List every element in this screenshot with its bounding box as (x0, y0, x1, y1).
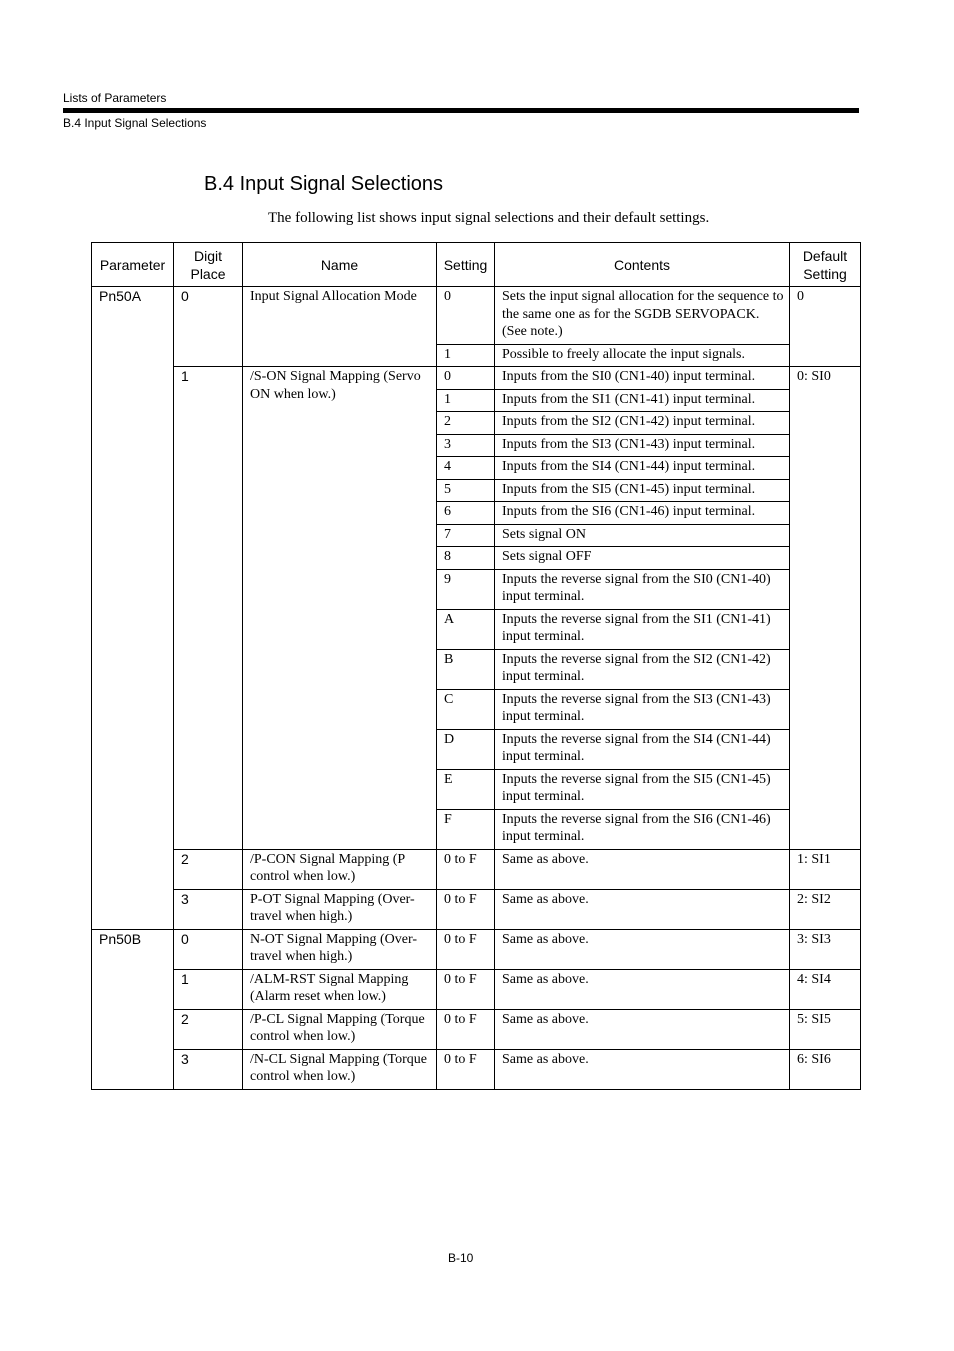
contents-cell (495, 769, 790, 809)
setting-cell (437, 457, 495, 480)
name-cell-text: P-OT Signal Mapping (Over-travel when high.) (250, 891, 415, 924)
contents-cell-text: Inputs from the SI3 (CN1-43) input terminal. (502, 436, 756, 452)
header-digit-line2: Place (190, 265, 226, 282)
default-cell-text: 0: SI0 (797, 369, 831, 384)
setting-cell-text: 1 (444, 346, 451, 362)
contents-cell-text: Inputs the reverse signal from the SI2 (CN1-42) input terminal. (502, 651, 771, 684)
header-default-setting (790, 243, 861, 287)
contents-cell (495, 344, 790, 367)
table-row (92, 287, 861, 345)
header-digit-place (174, 243, 243, 287)
contents-cell-text: Inputs the reverse signal from the SI5 (CN1-45) input terminal. (502, 771, 771, 804)
contents-cell-text: Inputs the reverse signal from the SI6 (CN1-46) input terminal. (502, 811, 771, 844)
contents-cell-text: Possible to freely allocate the input signals. (502, 346, 746, 362)
default-cell-text: 3: SI3 (797, 931, 831, 947)
default-cell (790, 1049, 861, 1089)
setting-cell-text: C (444, 691, 454, 707)
name-cell (243, 929, 437, 969)
setting-cell (437, 367, 495, 390)
page-number: B-10 (448, 1251, 474, 1265)
header-default-line1: Default (802, 247, 848, 264)
digit-cell (174, 969, 243, 1009)
digit-cell-text: 0 (181, 288, 189, 304)
parameter-cell-text: Pn50A (99, 288, 142, 304)
header-rule (63, 108, 859, 113)
default-cell (790, 889, 861, 929)
digit-cell-text: 2 (181, 850, 189, 867)
name-cell-text: /N-CL Signal Mapping (Torque control when low.) (250, 1051, 427, 1084)
table-row (92, 969, 861, 1009)
setting-cell-text: 7 (444, 526, 451, 542)
default-cell-text: 1: SI1 (797, 851, 831, 867)
contents-cell (495, 929, 790, 969)
setting-cell (437, 502, 495, 525)
contents-cell (495, 389, 790, 412)
setting-cell (437, 969, 495, 1009)
parameter-cell (92, 287, 174, 930)
contents-cell (495, 1009, 790, 1049)
contents-cell-text: Same as above. (502, 1051, 589, 1067)
contents-cell-text: Same as above. (502, 851, 589, 867)
setting-cell-text: 9 (444, 571, 451, 587)
default-cell-text: 5: SI5 (797, 1011, 831, 1027)
setting-cell (437, 689, 495, 729)
setting-cell-text: E (444, 771, 453, 787)
name-cell (243, 367, 437, 850)
contents-cell-text: Same as above. (502, 891, 589, 907)
contents-cell-text: Inputs the reverse signal from the SI0 (CN1-40) input terminal. (502, 571, 771, 604)
setting-cell (437, 609, 495, 649)
contents-cell (495, 649, 790, 689)
setting-cell-text: 4 (444, 459, 451, 474)
setting-cell (437, 1009, 495, 1049)
contents-cell (495, 524, 790, 547)
running-header-section: B.4 Input Signal Selections (63, 116, 207, 130)
default-cell-text: 0 (797, 289, 804, 304)
contents-cell-text: Inputs from the SI6 (CN1-46) input terminal. (502, 504, 756, 519)
setting-cell-text: 5 (444, 481, 451, 497)
contents-cell (495, 479, 790, 502)
contents-cell (495, 287, 790, 345)
setting-cell-text: 0 to F (444, 851, 477, 867)
setting-cell (437, 729, 495, 769)
parameter-cell (92, 929, 174, 1089)
contents-cell (495, 1049, 790, 1089)
header-setting: Setting (437, 243, 495, 287)
setting-cell-text: 0 (444, 289, 451, 304)
setting-cell-text: 2 (444, 414, 451, 429)
setting-cell-text: 0 (444, 369, 451, 384)
digit-cell (174, 889, 243, 929)
setting-cell (437, 344, 495, 367)
table-row (92, 889, 861, 929)
setting-cell-text: 1 (444, 391, 451, 407)
header-default-line2: Setting (803, 265, 847, 282)
setting-cell (437, 389, 495, 412)
name-cell (243, 1049, 437, 1089)
default-cell-text: 6: SI6 (797, 1051, 831, 1067)
table-row (92, 1049, 861, 1089)
setting-cell (437, 287, 495, 345)
digit-cell (174, 367, 243, 850)
setting-cell (437, 434, 495, 457)
digit-cell-text: 1 (181, 368, 189, 384)
table-row (92, 367, 861, 390)
setting-cell-text: F (444, 811, 452, 827)
table-row (92, 849, 861, 889)
page-title: B.4 Input Signal Selections (204, 173, 444, 195)
setting-cell (437, 412, 495, 435)
name-cell (243, 889, 437, 929)
setting-cell (437, 809, 495, 849)
setting-cell-text: 0 to F (444, 931, 477, 947)
contents-cell (495, 434, 790, 457)
contents-cell-text: Sets signal ON (502, 526, 586, 542)
contents-cell-text: Inputs the reverse signal from the SI3 (CN1-43) input terminal. (502, 691, 771, 724)
name-cell (243, 287, 437, 367)
contents-cell-text: Inputs from the SI0 (CN1-40) input terminal. (502, 369, 756, 384)
name-cell (243, 849, 437, 889)
contents-cell-text: Inputs from the SI1 (CN1-41) input terminal. (502, 391, 756, 407)
digit-cell-text: 0 (181, 930, 189, 947)
parameter-cell-text: Pn50B (99, 930, 142, 947)
contents-cell-text: Inputs from the SI4 (CN1-44) input terminal. (502, 459, 756, 474)
contents-cell (495, 502, 790, 525)
contents-cell-text: Inputs from the SI5 (CN1-45) input terminal. (502, 481, 756, 497)
contents-cell (495, 367, 790, 390)
default-cell (790, 849, 861, 889)
digit-cell-text: 1 (181, 970, 189, 987)
contents-cell (495, 689, 790, 729)
setting-cell-text: 6 (444, 504, 451, 519)
digit-cell (174, 1009, 243, 1049)
name-cell-text: Input Signal Allocation Mode (250, 289, 417, 304)
contents-cell-text: Sets signal OFF (502, 549, 592, 564)
setting-cell-text: D (444, 731, 455, 747)
contents-cell (495, 729, 790, 769)
intro-text: The following list shows input signal selections and their default settings. (268, 210, 710, 226)
table-row (92, 1009, 861, 1049)
name-cell (243, 969, 437, 1009)
header-contents: Contents (495, 243, 790, 287)
default-cell (790, 969, 861, 1009)
table-header-row (92, 243, 861, 287)
default-cell (790, 1009, 861, 1049)
default-cell (790, 287, 861, 367)
digit-cell (174, 849, 243, 889)
setting-cell-text: 0 to F (444, 1051, 477, 1067)
contents-cell (495, 547, 790, 570)
digit-cell (174, 1049, 243, 1089)
contents-cell-text: Same as above. (502, 971, 589, 987)
contents-cell-text: Inputs the reverse signal from the SI1 (CN1-41) input terminal. (502, 611, 771, 644)
setting-cell-text: 8 (444, 549, 451, 564)
contents-cell-text: Sets the input signal allocation for the sequence to the same one as for the SGDB SERVOPACK. (See note.) (502, 289, 784, 339)
setting-cell (437, 769, 495, 809)
name-cell (243, 1009, 437, 1049)
setting-cell-text: A (444, 611, 455, 627)
setting-cell-text: 0 to F (444, 891, 477, 907)
setting-cell (437, 849, 495, 889)
default-cell (790, 367, 861, 850)
input-signal-table (91, 242, 861, 1090)
digit-cell-text: 3 (181, 1050, 189, 1067)
default-cell (790, 929, 861, 969)
setting-cell (437, 1049, 495, 1089)
digit-cell-text: 3 (181, 890, 189, 907)
contents-cell-text: Inputs from the SI2 (CN1-42) input terminal. (502, 414, 756, 429)
header-parameter: Parameter (92, 243, 174, 287)
setting-cell (437, 889, 495, 929)
setting-cell-text: 0 to F (444, 971, 477, 987)
contents-cell (495, 569, 790, 609)
setting-cell (437, 929, 495, 969)
contents-cell (495, 889, 790, 929)
contents-cell (495, 849, 790, 889)
setting-cell-text: 3 (444, 436, 451, 452)
name-cell-text: /P-CL Signal Mapping (Torque control when low.) (250, 1011, 425, 1044)
contents-cell-text: Same as above. (502, 931, 589, 947)
contents-cell (495, 809, 790, 849)
name-cell-text: /ALM-RST Signal Mapping (Alarm reset when low.) (250, 971, 409, 1004)
setting-cell (437, 569, 495, 609)
contents-cell-text: Inputs the reverse signal from the SI4 (CN1-44) input terminal. (502, 731, 771, 764)
setting-cell (437, 649, 495, 689)
contents-cell (495, 457, 790, 480)
digit-cell (174, 929, 243, 969)
digit-cell-text: 2 (181, 1010, 189, 1027)
name-cell-text: /S-ON Signal Mapping (Servo ON when low.) (250, 369, 421, 402)
setting-cell-text: 0 to F (444, 1011, 477, 1027)
header-digit-line1: Digit (193, 247, 222, 264)
setting-cell (437, 547, 495, 570)
header-name: Name (243, 243, 437, 287)
contents-cell (495, 969, 790, 1009)
default-cell-text: 2: SI2 (797, 891, 831, 907)
setting-cell-text: B (444, 651, 454, 667)
setting-cell (437, 524, 495, 547)
contents-cell-text: Same as above. (502, 1011, 589, 1027)
contents-cell (495, 412, 790, 435)
default-cell-text: 4: SI4 (797, 971, 831, 987)
digit-cell (174, 287, 243, 367)
running-header-chapter: Lists of Parameters (63, 91, 167, 105)
name-cell-text: N-OT Signal Mapping (Over-travel when high.) (250, 931, 418, 964)
name-cell-text: /P-CON Signal Mapping (P control when low.) (250, 851, 405, 884)
contents-cell (495, 609, 790, 649)
setting-cell (437, 479, 495, 502)
table-row (92, 929, 861, 969)
